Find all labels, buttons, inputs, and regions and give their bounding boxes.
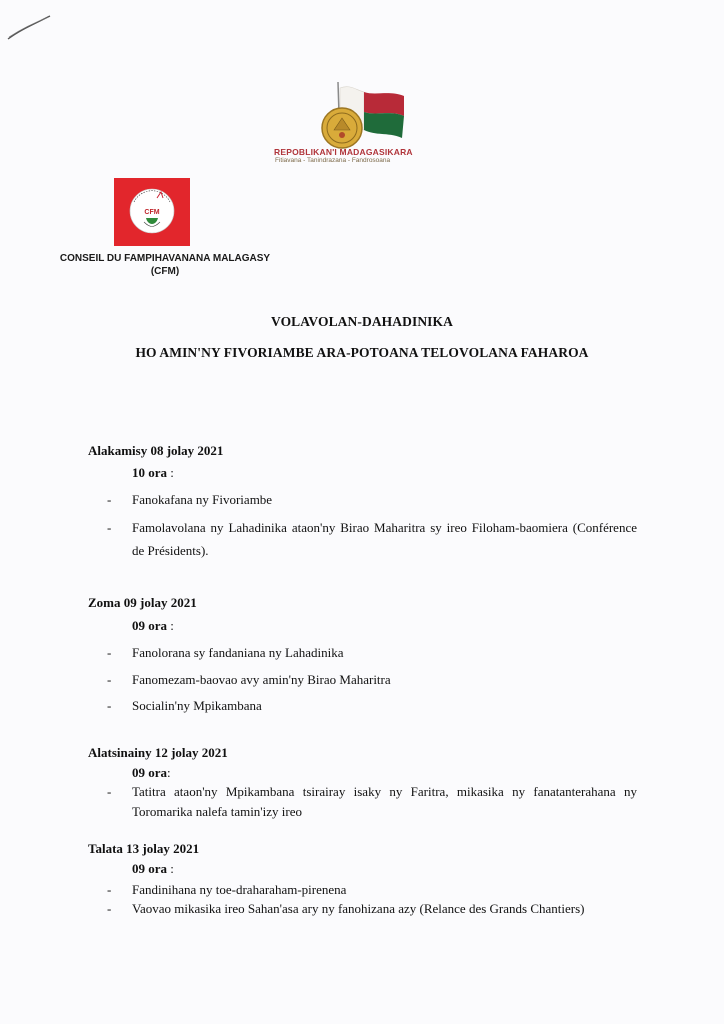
schedule-day-1-item-2: - Famolavolana ny Lahadinika ataon'ny Birao Maharitra sy ireo Filoham-baomiera (Conférence de Présidents). — [107, 520, 637, 558]
schedule-day-2-item-2: - Fanomezam-baovao avy amin'ny Birao Maharitra — [107, 672, 391, 687]
schedule-day-1-time: 10 ora : — [132, 465, 174, 480]
pencil-mark-icon — [6, 14, 52, 42]
document-subtitle: HO AMIN'NY FIVORIAMBE ARA-POTOANA TELOVOLANA FAHAROA — [135, 345, 589, 360]
schedule-day-2-item-3: - Socialin'ny Mpikambana — [107, 698, 262, 713]
schedule-day-2-item-1: - Fanolorana sy fandaniana ny Lahadinika — [107, 645, 344, 660]
schedule-day-4-time: 09 ora : — [132, 861, 174, 876]
schedule-day-3-date: Alatsinainy 12 jolay 2021 — [88, 745, 228, 760]
republic-motto: Fitiavana - Tanindrazana - Fandrosoana — [275, 157, 391, 164]
schedule-day-4-item-1: - Fandinihana ny toe-draharaham-pirenena — [107, 882, 347, 897]
document-title: VOLAVOLAN-DAHADINIKA — [271, 314, 453, 329]
org-name-line1: CONSEIL DU FAMPIHAVANANA MALAGASY — [59, 253, 271, 264]
org-name-line2: (CFM) — [150, 266, 180, 277]
schedule-day-3-item-1: - Tatitra ataon'ny Mpikambana tsirairay isaky ny Faritra, mikasika ny fanatanterahana ny Toromarika nalefa tamin'izy ireo — [107, 784, 637, 819]
schedule-day-4-date: Talata 13 jolay 2021 — [88, 841, 200, 856]
schedule-day-4-item-2: - Vaovao mikasika ireo Sahan'asa ary ny fanohizana azy (Relance des Grands Chantiers) — [107, 901, 585, 916]
cfm-logo-icon — [114, 178, 190, 246]
cfm-logo-text: CFM — [144, 209, 160, 216]
republic-emblem-icon — [312, 80, 408, 150]
schedule-day-3-time: 09 ora: — [132, 765, 171, 780]
republic-name: REPOBLIKAN'I MADAGASIKARA — [274, 147, 413, 157]
cfm-logo — [114, 178, 190, 246]
organization-name — [40, 252, 290, 278]
schedule-day-2-time: 09 ora : — [132, 618, 174, 633]
schedule-day-1-item-1: - Fanokafana ny Fivoriambe — [107, 492, 273, 507]
schedule-day-1-date: Alakamisy 08 jolay 2021 — [88, 443, 224, 458]
schedule-day-2-date: Zoma 09 jolay 2021 — [88, 595, 197, 610]
